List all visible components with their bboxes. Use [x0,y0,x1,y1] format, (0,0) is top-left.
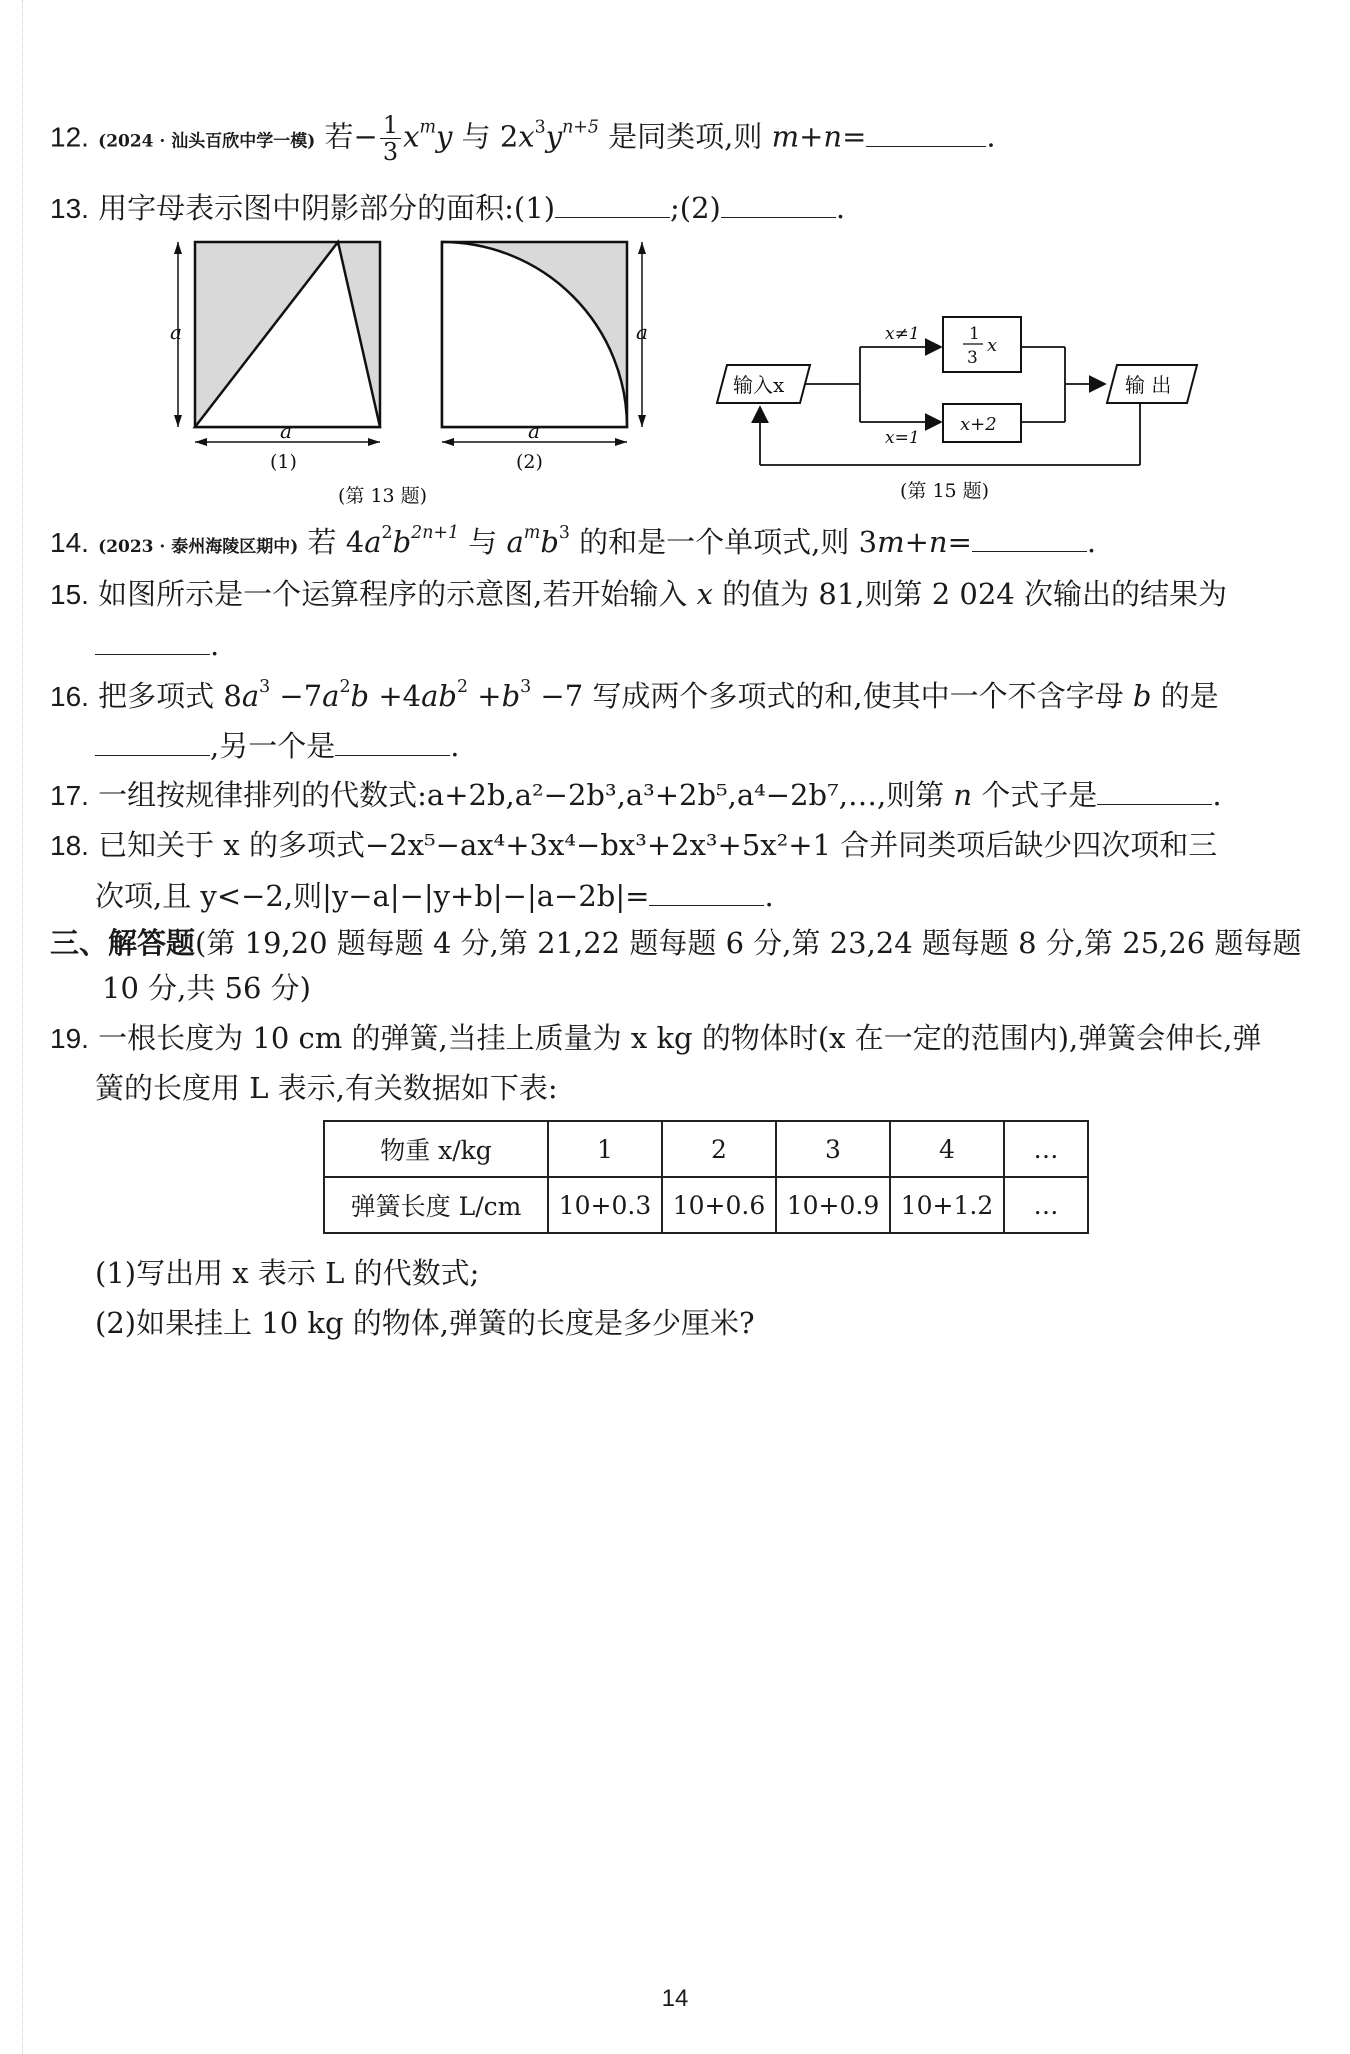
question-18 [50,825,1310,866]
section-scoring: (第 19,20 题每题 4 分,第 21,22 题每题 6 分,第 23,24 题每题 8 分,第 25,26 题每题 [195,926,1302,960]
question-15 [50,574,1310,615]
question-number: 13. [50,193,89,224]
operator: = [947,525,972,559]
variable: ab [421,679,457,713]
exponent: 3 [520,677,532,698]
figure-15-flowchart [705,305,1215,515]
exponent: 3 [534,117,546,138]
operator: = [842,119,867,154]
question-text: 的值为 81,则第 2 024 次输出的结果为 [712,577,1227,611]
question-text: 的是 [1151,679,1219,713]
question-19 [50,1018,1310,1059]
question-text: 次项,且 y<−2,则|y−a|−|y+b|−|a−2b|= [95,879,650,913]
variable: n [928,525,948,559]
table-header-cell: 3 [776,1121,890,1177]
table-cell: 10+0.9 [776,1177,890,1233]
figure-13-2 [442,242,648,473]
margin-rule [22,0,23,2054]
question-source: (2024 · 汕头百欣中学一模) [98,131,316,152]
table-cell: 10+0.6 [662,1177,776,1233]
answer-blank-1[interactable] [95,729,210,756]
arrow-head [442,438,454,446]
spring-data-table [323,1120,1089,1234]
exponent: 3 [259,677,271,698]
question-text: 已知关于 x 的多项式−2x⁵−ax⁴+3x⁴−bx³+2x³+5x²+1 合并同类项后缺少四次项和三 [98,828,1218,862]
punctuation: . [986,119,996,154]
question-text: 与 [459,525,507,559]
variable: m [771,119,800,154]
table-cell: 10+0.3 [548,1177,662,1233]
bottom-label: a [528,419,540,443]
variable: y [545,119,563,154]
variable: y [436,119,453,154]
question-text: 如图所示是一个运算程序的示意图,若开始输入 [98,577,697,611]
answer-blank[interactable] [649,879,764,906]
exponent: 2n+1 [411,523,460,544]
question-17 [50,775,1310,816]
exponent: 2 [339,677,351,698]
question-text: 若 4 [307,525,365,559]
condition-label: x≠1 [885,324,920,344]
fraction-denominator: 3 [382,138,399,166]
variable: n [823,119,843,154]
question-15-cont [95,625,1310,665]
punctuation: . [450,729,460,763]
question-number: 14. [50,527,89,558]
variable: a [241,679,260,713]
question-number: 18. [50,830,89,861]
exponent: 2 [456,677,469,698]
table-header-cell: 物重 x/kg [324,1121,548,1177]
table-row [324,1177,1088,1233]
table-header-cell: 4 [890,1121,1004,1177]
arrow-head [195,438,207,446]
question-source: (2023 · 泰州海陵区期中) [98,537,299,557]
operator: + [799,119,824,154]
variable: b [1132,679,1152,713]
question-text: −7 写成两个多项式的和,使其中一个不含字母 [531,679,1133,713]
variable: x [696,577,713,611]
side-label: a [636,320,648,344]
question-text: 把多项式 8 [98,679,242,713]
question-text: 与 2 [452,119,519,154]
fraction-numerator: 1 [380,112,401,139]
table-cell: 10+1.2 [890,1177,1004,1233]
figure-caption: (第 13 题) [338,485,428,507]
figure-label: (1) [270,451,297,473]
question-number: 15. [50,579,89,610]
table-header-cell: … [1004,1121,1088,1177]
punctuation: . [764,879,774,913]
question-number: 12. [50,121,89,153]
section-header [50,923,1310,963]
punctuation: . [1086,525,1097,559]
question-text: (2)如果挂上 10 kg 的物体,弹簧的长度是多少厘米? [95,1306,755,1340]
exponent: m [523,523,541,544]
exponent: 3 [558,523,570,544]
bottom-label: a [280,419,292,443]
section-header-cont [102,968,1310,1008]
condition-label: x=1 [885,428,920,448]
question-number: 17. [50,780,89,811]
output-label: 输 出 [1125,373,1172,397]
side-label: a [170,320,182,344]
section-title: 三、解答题 [50,926,196,960]
fraction-numerator: 1 [969,324,980,344]
figure-label: (2) [516,451,543,473]
exponent: 2 [381,523,393,544]
figure-13-1 [170,242,380,473]
operation-label: x+2 [960,414,997,435]
arrow-head [174,415,182,427]
section-scoring: 10 分,共 56 分) [102,971,311,1005]
table-row [324,1121,1088,1177]
question-number: 16. [50,681,89,712]
question-text: 若− [324,119,378,154]
table-cell: 弹簧长度 L/cm [324,1177,548,1233]
table-header-cell: 1 [548,1121,662,1177]
question-18-cont [95,876,1310,916]
answer-blank[interactable] [972,525,1087,552]
question-13 [50,188,1310,229]
question-text: 用字母表示图中阴影部分的面积:(1) [98,191,556,225]
question-number: 19. [50,1023,89,1054]
variable: n [953,778,973,812]
question-16-cont [95,726,1310,766]
question-12 [50,112,1310,165]
variable: m [877,525,905,559]
question-text: 簧的长度用 L 表示,有关数据如下表: [95,1071,558,1105]
arrow-head [638,415,646,427]
variable: b [350,679,370,713]
figure-13 [170,232,660,512]
answer-blank[interactable] [866,120,986,147]
variable: a [506,525,524,559]
question-text: (1)写出用 x 表示 L 的代数式; [95,1256,480,1290]
arrow-head [368,438,380,446]
page-number: 14 [661,1985,689,2012]
question-text: 的和是一个单项式,则 3 [569,525,878,559]
question-text: 一组按规律排列的代数式:a+2b,a²−2b³,a³+2b⁵,a⁴−2b⁷,…,则第 [98,778,954,812]
variable: a [364,525,382,559]
figure-caption: (第 15 题) [900,480,990,502]
question-19-part-1 [95,1253,1310,1293]
table-header-cell: 2 [662,1121,776,1177]
question-19-part-2 [95,1303,1310,1343]
question-text: −7 [270,679,323,713]
answer-blank[interactable] [1097,778,1212,805]
arrow-head [638,242,646,254]
punctuation: . [835,191,846,225]
answer-blank-2[interactable] [721,191,836,218]
input-label: 输入x [733,373,785,397]
question-text: 个式子是 [972,778,1098,812]
question-19-cont [95,1068,1310,1108]
question-text: + [468,679,502,713]
fraction [380,112,401,165]
variable: x [403,119,420,154]
arrow-head [174,242,182,254]
fraction-denominator: 3 [967,348,978,368]
answer-blank-1[interactable] [555,191,670,218]
question-text: 是同类项,则 [598,119,772,154]
answer-blank[interactable] [95,628,210,655]
operator: + [904,525,929,559]
question-text: +4 [369,679,422,713]
arrow-head [615,438,627,446]
question-text: ;(2) [670,191,721,225]
question-text: 一根长度为 10 cm 的弹簧,当挂上质量为 x kg 的物体时(x 在一定的范围内),弹簧会伸长,弹 [98,1021,1262,1055]
exponent: m [419,117,436,138]
exponent: n+5 [562,117,599,138]
punctuation: . [1212,778,1222,812]
variable: b [501,679,521,713]
answer-blank-2[interactable] [335,729,450,756]
variable: b [540,525,559,559]
variable: x [518,119,535,154]
variable: a [322,679,340,713]
variable: b [392,525,412,559]
question-text: ,另一个是 [210,729,336,763]
operation-variable: x [987,335,998,356]
question-14 [50,522,1310,567]
punctuation: . [210,628,220,662]
table-cell: … [1004,1177,1088,1233]
question-16 [50,676,1310,717]
